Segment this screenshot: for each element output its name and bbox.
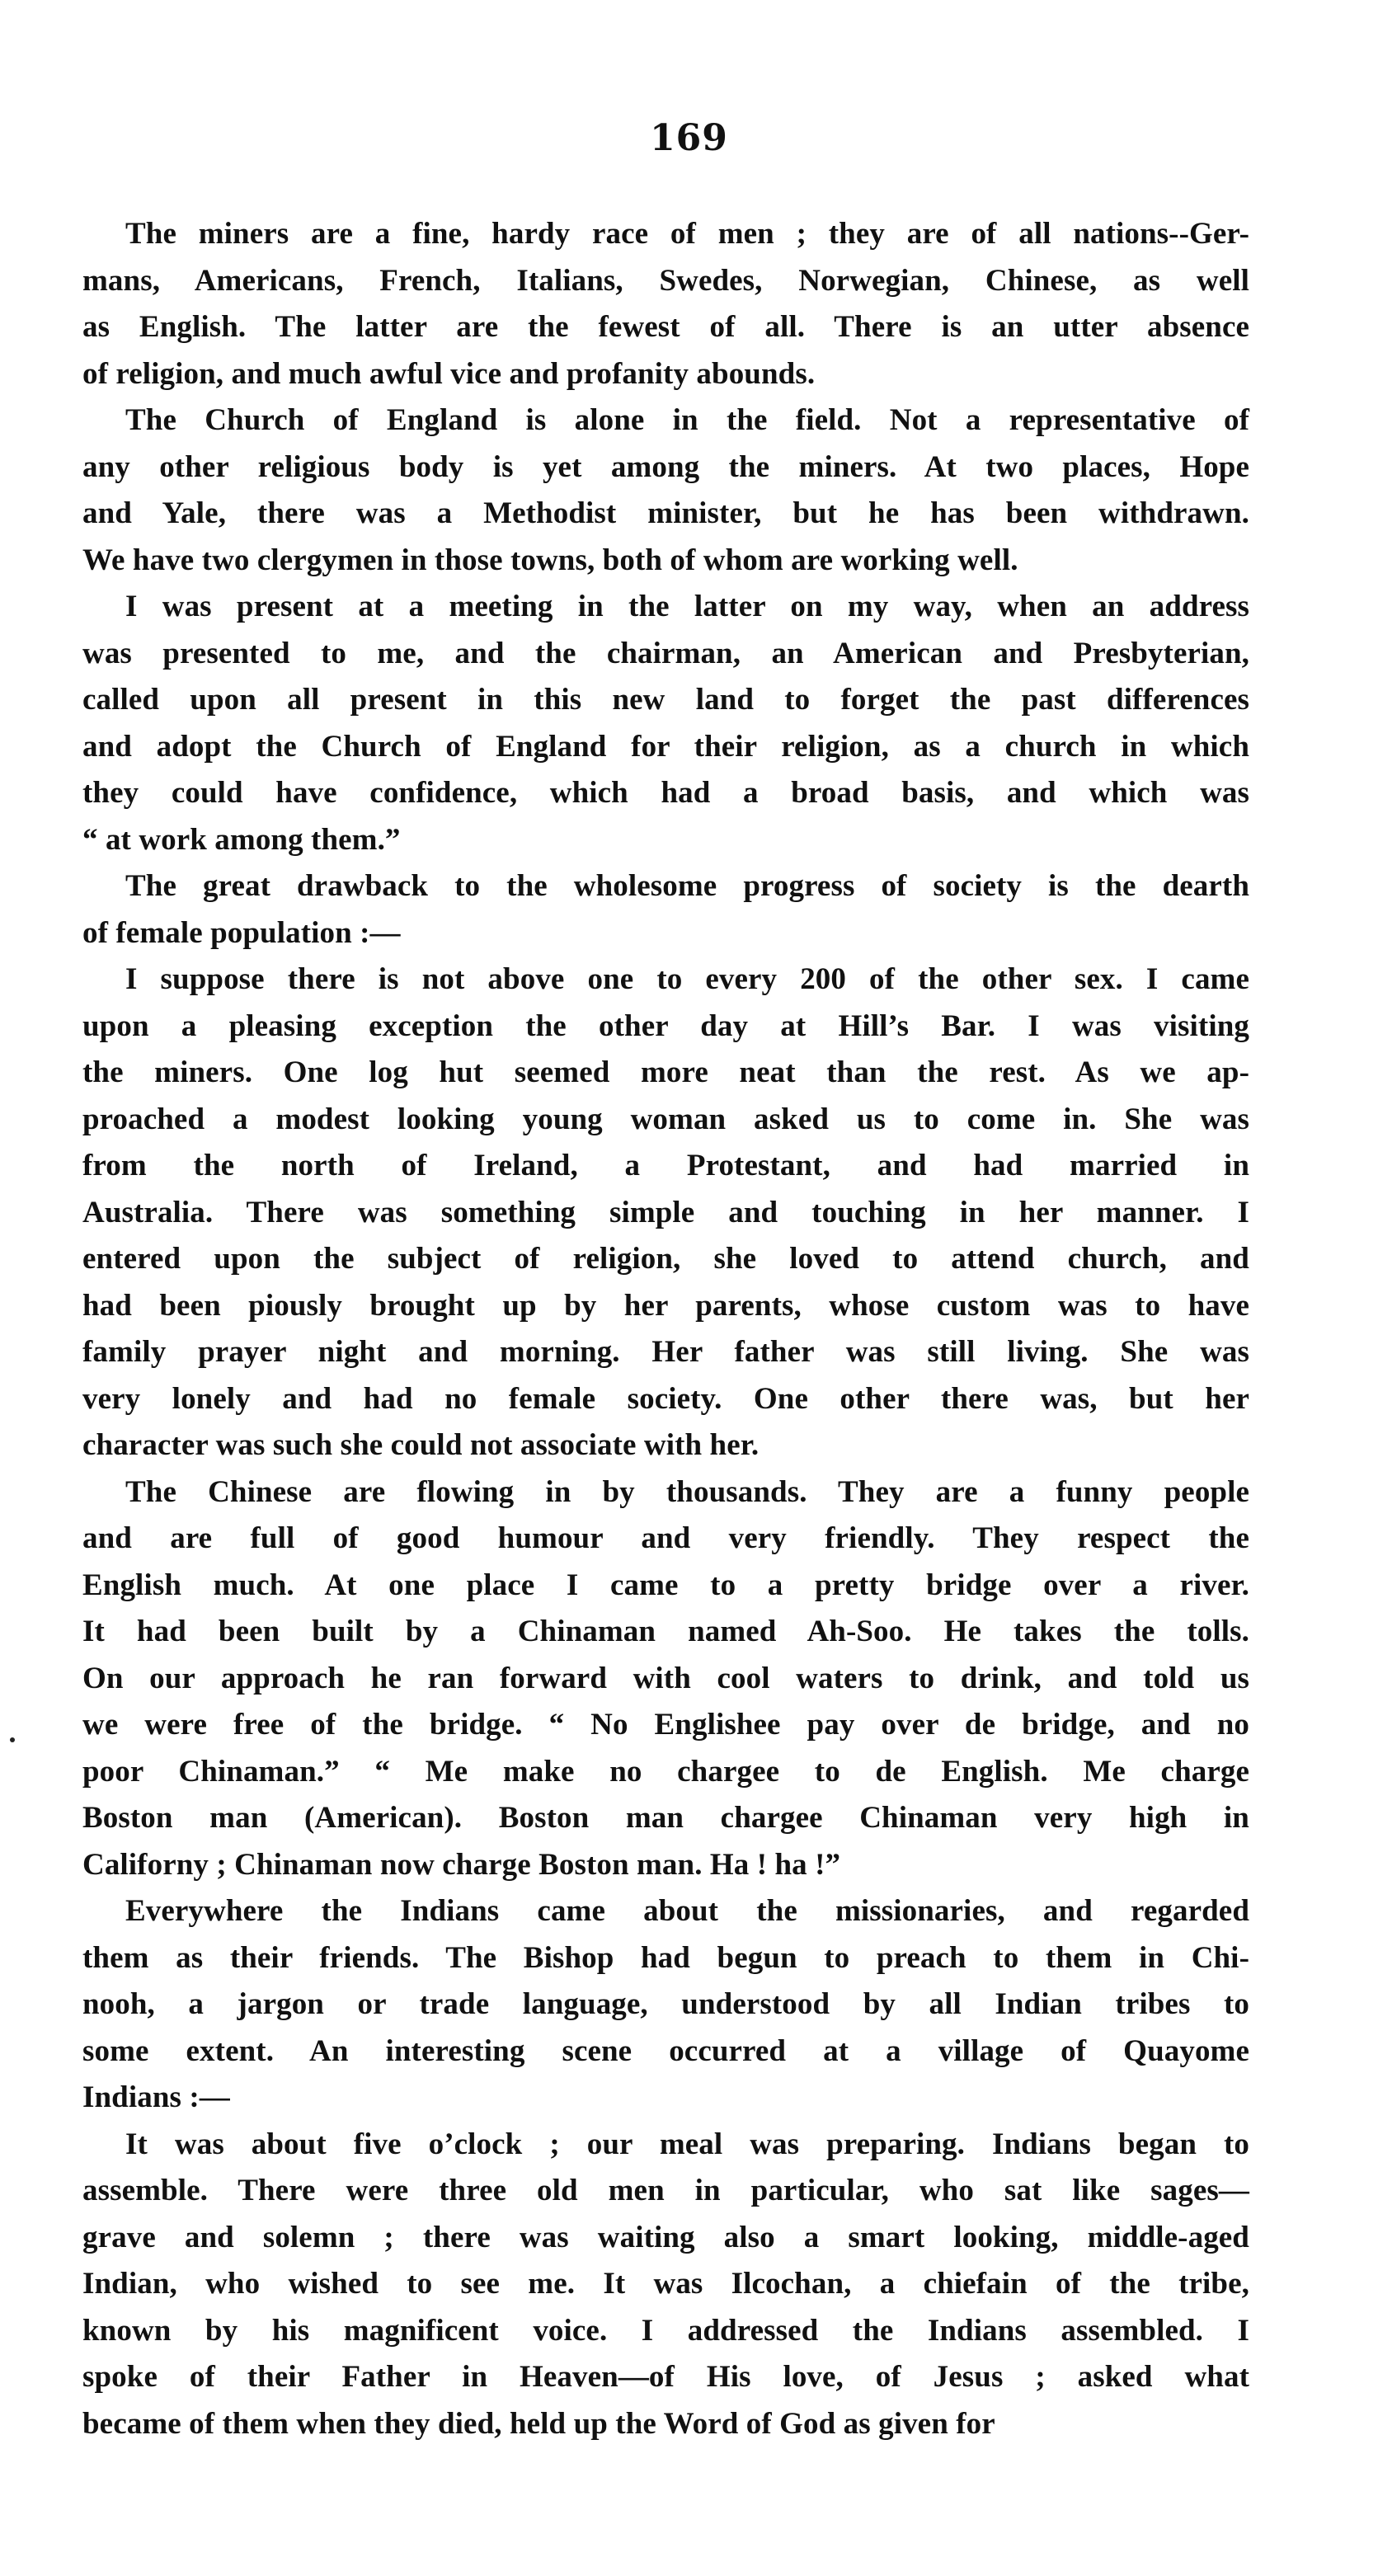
text-line: of female population :— [82,915,401,950]
text-line: Boston man (American). Boston man chargee Chinaman very high in [82,1801,1249,1835]
page-number: 169 [650,117,728,159]
text-line: from the north of Ireland, a Protestant, and had married in [82,1149,1249,1182]
text-line: had been piously brought up by her parents, whose custom was to have [82,1288,1249,1323]
text-line: It had been built by a Chinaman named Ah-Soo. He takes the tolls. [82,1615,1249,1648]
text-line: grave and solemn ; there was waiting also a smart looking, middle-aged [82,2220,1249,2254]
text-line: The Chinese are flowing in by thousands. They are a funny people [125,1474,1249,1509]
text-line: family prayer night and morning. Her father was still living. She was [82,1335,1249,1369]
text-line: and are full of good humour and very friendly. They respect the [82,1521,1249,1555]
text-line: “ at work among them.” [82,822,401,857]
text-line: and Yale, there was a Methodist minister, but he has been withdrawn. [82,496,1249,530]
text-line: I was present at a meeting in the latter on my way, when an address [125,590,1249,623]
paragraph [82,863,1249,957]
text-line: the miners. One log hut seemed more neat than the rest. As we ap- [82,1055,1249,1089]
paragraph [82,2122,1249,2448]
text-line: any other religious body is yet among the miners. At two places, Hope [82,449,1249,484]
text-line: Indians :— [82,2080,230,2114]
text-line: them as their friends. The Bishop had begun to preach to them in Chi- [82,1940,1249,1975]
text-line: proached a modest looking young woman asked us to come in. She was [82,1102,1249,1136]
text-line: Californy ; Chinaman now charge Boston man. Ha ! ha !” [82,1847,841,1882]
text-line: The miners are a fine, hardy race of men ; they are of all nations--Ger- [125,217,1249,251]
text-line: nooh, a jargon or trade language, understood by all Indian tribes to [82,1987,1249,2021]
body-text [82,211,1249,2447]
text-line: Indian, who wished to see me. It was Ilcochan, a chiefain of the tribe, [82,2267,1249,2301]
text-line: assemble. There were three old men in particular, who sat like sages— [82,2174,1249,2207]
text-line: known by his magnificent voice. I addressed the Indians assembled. I [82,2313,1249,2348]
text-line: upon a pleasing exception the other day at Hill’s Bar. I was visiting [82,1008,1249,1043]
paragraph [82,1469,1249,1889]
text-line: became of them when they died, held up the Word of God as given for [82,2406,995,2441]
text-line: called upon all present in this new land to forget the past differences [82,683,1249,717]
paragraph [82,397,1249,584]
text-line: and adopt the Church of England for their religion, as a church in which [82,729,1249,764]
text-line: character was such she could not associate with her. [82,1428,760,1462]
paragraph [82,584,1249,863]
text-line: I suppose there is not above one to every 200 of the other sex. I came [125,962,1249,996]
text-line: English much. At one place I came to a pretty bridge over a river. [82,1568,1249,1602]
text-line: very lonely and had no female society. One other there was, but her [82,1381,1249,1416]
text-line: The great drawback to the wholesome progress of society is the dearth [125,869,1249,903]
text-line: was presented to me, and the chairman, an American and Presbyterian, [82,636,1249,670]
text-line: entered upon the subject of religion, she loved to attend church, and [82,1242,1249,1276]
text-line: mans, Americans, French, Italians, Swedes, Norwegian, Chinese, as well [82,263,1249,298]
text-line: Everywhere the Indians came about the missionaries, and regarded [125,1894,1249,1928]
text-line: as English. The latter are the fewest of all. There is an utter absence [82,310,1249,344]
text-line: spoke of their Father in Heaven—of His love, of Jesus ; asked what [82,2360,1249,2394]
text-line: It was about five o’clock ; our meal was preparing. Indians began to [125,2127,1249,2161]
paragraph [82,1888,1249,2122]
text-line: The Church of England is alone in the field. Not a representative of [125,403,1249,437]
paragraph [82,957,1249,1469]
text-line: On our approach he ran forward with cool waters to drink, and told us [82,1661,1249,1695]
text-line: We have two clergymen in those towns, both of whom are working well. [82,543,1018,577]
text-line: of religion, and much awful vice and profanity abounds. [82,356,816,391]
paragraph [82,211,1249,397]
text-line: poor Chinaman.” “ Me make no chargee to de English. Me charge [82,1754,1249,1789]
margin-speck [10,1737,15,1742]
text-line: Australia. There was something simple and touching in her manner. I [82,1195,1249,1229]
text-line: they could have confidence, which had a broad basis, and which was [82,776,1249,810]
text-line: we were free of the bridge. “ No Englishee pay over de bridge, and no [82,1708,1249,1742]
text-line: some extent. An interesting scene occurred at a village of Quayome [82,2033,1249,2068]
